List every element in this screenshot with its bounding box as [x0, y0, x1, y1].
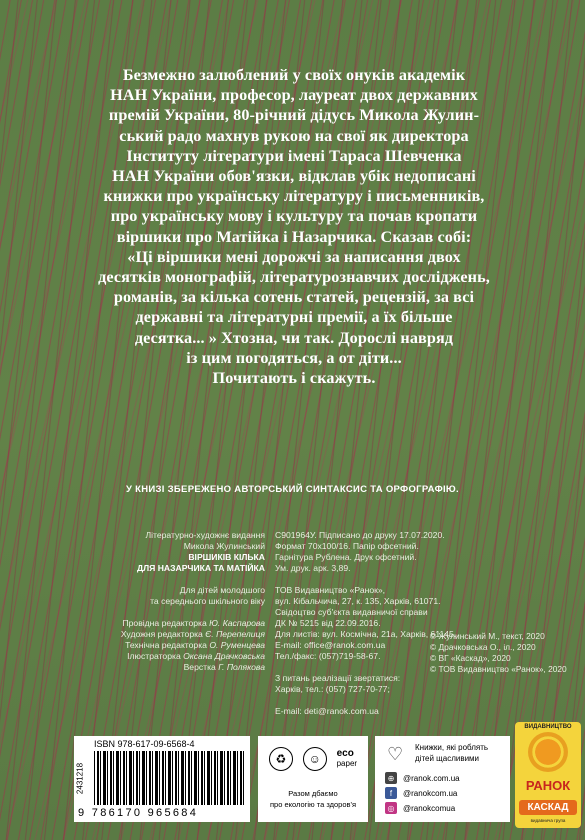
- credit-line: Провідна редакторка Ю. Каспарова: [122, 618, 265, 628]
- imprint-line: Тел./факс: (057)719-58-67.: [275, 651, 381, 661]
- copyright-line: © Жулинський М., текст, 2020: [430, 631, 545, 641]
- logo-ranok: РАНОК: [525, 778, 571, 793]
- annotation-line: віршики про Матійка і Назарчика. Сказав собі:: [116, 227, 472, 246]
- annotation-line: про українську мову і культуру та почав кропати: [110, 207, 478, 226]
- ean-number: 9 786170 965684: [78, 807, 199, 819]
- copyright-line: © ВГ «Каскад», 2020: [430, 653, 511, 663]
- imprint-line: Харків, тел.: (057) 727-70-77;: [275, 684, 390, 694]
- edition-type: Літературно-художнє видання: [145, 530, 265, 540]
- logo-publisher-word: ВИДАВНИЦТВО: [524, 724, 572, 730]
- credit-line: Ілюстраторка Оксана Драчковська: [127, 651, 265, 661]
- contact-facebook[interactable]: f @ranokcom.ua: [385, 787, 457, 799]
- annotation-line: десятків монографій, літературознавчих досліджень,: [98, 268, 490, 287]
- annotation-line: книжки про українську літературу і письменників,: [103, 187, 485, 206]
- eco-paper-label: eco paper: [336, 748, 358, 768]
- annotation-line: премій України, 80-річний дідусь Микола Жулин-: [108, 106, 480, 125]
- imprint-line: Гарнітура Рублена. Друк офсетний.: [275, 552, 417, 562]
- imprint-left: [60, 530, 265, 673]
- isbn-label: ISBN 978-617-09-6568-4: [94, 739, 195, 749]
- logo-subtitle: видавнича група: [530, 818, 566, 823]
- recycle-icon: ♻: [269, 747, 293, 771]
- heart-icon: ♡: [387, 744, 404, 764]
- imprint-line: С901964У. Підписано до друку 17.07.2020.: [275, 530, 445, 540]
- annotation-line: НАН України, професор, лауреат двох державних: [110, 86, 478, 105]
- sun-logo-icon: [528, 732, 568, 772]
- annotation-text: [55, 65, 533, 388]
- annotation-line: «Ці віршики мені дорожчі за написання двох: [127, 247, 461, 266]
- instagram-icon: ◎: [385, 802, 397, 814]
- annotation-line: десятка... » Хтозна, чи так. Дорослі навряд: [134, 328, 454, 347]
- author-name: Микола Жулинський: [183, 541, 265, 551]
- book-title-line-2: ДЛЯ НАЗАРЧИКА ТА МАТІЙКА: [136, 563, 265, 573]
- audience-line-1: Для дітей молодшого: [179, 585, 265, 595]
- imprint-line: Свідоцтво суб'єкта видавничої справи: [275, 607, 428, 617]
- facebook-icon: f: [385, 787, 397, 799]
- imprint-details: [275, 530, 475, 717]
- annotation-line: ський радо махнув рукою на свої як директора: [119, 126, 469, 145]
- imprint-line: E-mail: deti@ranok.com.ua: [275, 706, 379, 716]
- publisher-slogan: Книжки, які роблять дітей щасливими: [415, 743, 489, 763]
- copyright-line: © ТОВ Видавництво «Ранок», 2020: [430, 664, 567, 674]
- imprint-line: Формат 70х100/16. Папір офсетний.: [275, 541, 419, 551]
- imprint-line: вул. Кібальчича, 27, к. 135, Харків, 61071.: [275, 596, 441, 606]
- annotation-line: Інституту літератури імені Тараса Шевченка: [126, 146, 462, 165]
- book-title-line-1: ВІРШИКІВ КІЛЬКА: [188, 552, 265, 562]
- barcode-side-code: 2431218: [75, 762, 85, 795]
- annotation-line: Безмежно залюблений у своїх онуків академік: [122, 66, 466, 84]
- eco-panel: [258, 736, 368, 822]
- annotation-line: Почитають і скажуть.: [212, 369, 376, 388]
- contacts-panel: [375, 736, 510, 822]
- imprint-line: З питань реалізації звертатися:: [275, 673, 401, 683]
- imprint-line: E-mail: office@ranok.com.ua: [275, 640, 386, 650]
- publisher-logo: [515, 722, 581, 828]
- credit-line: Художня редакторка Є. Перепелиця: [120, 629, 265, 639]
- logo-kaskad: КАСКАД: [519, 800, 577, 815]
- copyright-line: © Драчковська О., іл., 2020: [430, 642, 536, 652]
- orthography-note: У КНИЗІ ЗБЕРЕЖЕНО АВТОРСЬКИЙ СИНТАКСИС ТА ОРФОГРАФІЮ.: [126, 484, 459, 495]
- copyright-block: [430, 631, 580, 675]
- eco-caption: Разом дбаємо про екологію та здоров'я: [269, 789, 357, 809]
- annotation-line: НАН України обов'язки, відклав убік недописані: [112, 167, 476, 186]
- barcode-panel: [74, 736, 250, 822]
- imprint-line: Для листів: вул. Космічна, 21а, Харків, 61145.: [275, 629, 457, 639]
- contact-website[interactable]: ⊕ @ranok.com.ua: [385, 772, 460, 784]
- smile-icon: ☺: [303, 747, 327, 771]
- imprint-line: ДК № 5215 від 22.09.2016.: [275, 618, 381, 628]
- annotation-line: державні та літературні премії, а їх більше: [135, 308, 453, 327]
- audience-line-2: та середнього шкільного віку: [150, 596, 265, 606]
- contact-instagram[interactable]: ◎ @ranokcomua: [385, 802, 455, 814]
- credit-line: Верстка Г. Полякова: [183, 662, 265, 672]
- barcode-bars: [94, 751, 244, 805]
- imprint-line: ТОВ Видавництво «Ранок»,: [275, 585, 386, 595]
- credit-line: Технічна редакторка О. Руменцева: [125, 640, 265, 650]
- annotation-line: із цим погодяться, а от діти...: [186, 348, 402, 367]
- imprint-line: Ум. друк. арк. 3,89.: [275, 563, 351, 573]
- globe-icon: ⊕: [385, 772, 397, 784]
- annotation-line: романів, за кілька сотень статей, рецензій, за всі: [113, 288, 475, 307]
